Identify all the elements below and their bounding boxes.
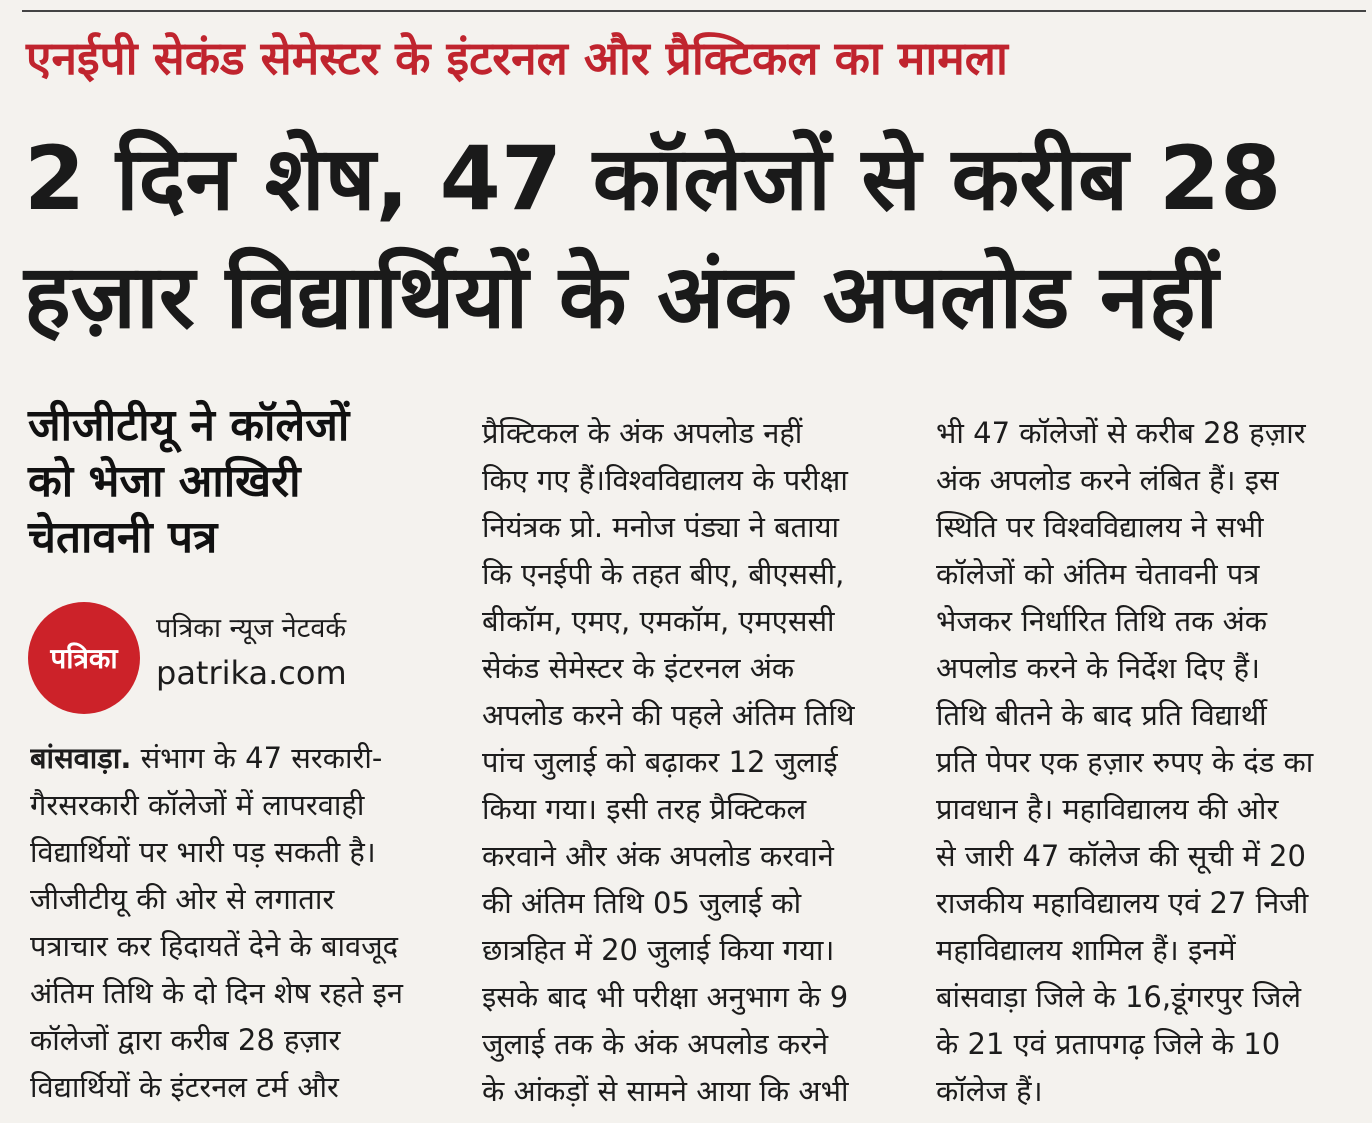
article-line: गैरसरकारी कॉलेजों में लापरवाही [30, 788, 365, 822]
article-line: पत्राचार कर हिदायतें देने के बावजूद [30, 929, 399, 963]
article-line: किया गया। इसी तरह प्रैक्टिकल [482, 792, 807, 826]
article-column-2 [482, 410, 900, 1115]
article-line: नियंत्रक प्रो. मनोज पंड्या ने बताया [482, 510, 840, 544]
subhead-line-2: को भेजा आखिरी [28, 456, 301, 507]
article-column-1 [30, 735, 448, 1111]
byline-network: पत्रिका न्यूज नेटवर्क [156, 613, 347, 644]
article-line: बांसवाड़ा. संभाग के 47 सरकारी- [30, 741, 383, 775]
article-line: विद्यार्थियों के इंटरनल टर्म और [30, 1070, 339, 1104]
article-column-3 [936, 410, 1354, 1115]
article-line: जुलाई तक के अंक अपलोड करने [482, 1027, 829, 1061]
kicker-headline: एनईपी सेकंड सेमेस्टर के इंटरनल और प्रैक्टिकल का मामला [26, 31, 1008, 85]
article-line: बांसवाड़ा जिले के 16,डूंगरपुर जिले [936, 980, 1302, 1014]
article-line: पांच जुलाई को बढ़ाकर 12 जुलाई [482, 745, 838, 779]
article-line: अंतिम तिथि के दो दिन शेष रहते इन [30, 976, 403, 1010]
article-line: विद्यार्थियों पर भारी पड़ सकती है। [30, 835, 376, 869]
article-line: अंक अपलोड करने लंबित हैं। इस [936, 463, 1279, 497]
article-line: बीकॉम, एमए, एमकॉम, एमएससी [482, 604, 835, 638]
article-line: तिथि बीतने के बाद प्रति विद्यार्थी [936, 698, 1267, 732]
article-line: की अंतिम तिथि 05 जुलाई को [482, 886, 802, 920]
subhead-line-1: जीजीटीयू ने कॉलेजों [28, 400, 350, 451]
article-line: से जारी 47 कॉलेज की सूची में 20 [936, 839, 1306, 873]
article-line: स्थिति पर विश्वविद्यालय ने सभी [936, 510, 1264, 544]
article-line: के आंकड़ों से सामने आया कि अभी [482, 1074, 849, 1108]
article-line: करवाने और अंक अपलोड करवाने [482, 839, 834, 873]
article-line: प्रति पेपर एक हज़ार रुपए के दंड का [936, 745, 1314, 779]
article-line: कॉलेजों को अंतिम चेतावनी पत्र [936, 557, 1260, 591]
headline-line-2: हज़ार विद्यार्थियों के अंक अपलोड नहीं [24, 245, 1219, 348]
article-line: भी 47 कॉलेजों से करीब 28 हज़ार [936, 416, 1306, 450]
article-line: कि एनईपी के तहत बीए, बीएससी, [482, 557, 845, 591]
article-line: इसके बाद भी परीक्षा अनुभाग के 9 [482, 980, 849, 1014]
main-headline [24, 120, 1354, 356]
article-line: छात्रहित में 20 जुलाई किया गया। [482, 933, 835, 967]
byline [28, 602, 448, 712]
article-line: राजकीय महाविद्यालय एवं 27 निजी [936, 886, 1309, 920]
article-line: सेकंड सेमेस्टर के इंटरनल अंक [482, 651, 795, 685]
headline-line-1: 2 दिन शेष, 47 कॉलेजों से करीब 28 [24, 127, 1282, 230]
top-rule [22, 10, 1366, 12]
article-line: अपलोड करने की पहले अंतिम तिथि [482, 698, 855, 732]
dateline: बांसवाड़ा. [30, 741, 132, 775]
article-line: कॉलेजों द्वारा करीब 28 हज़ार [30, 1023, 341, 1057]
article-line: के 21 एवं प्रतापगढ़ जिले के 10 [936, 1027, 1281, 1061]
article-line: कॉलेज हैं। [936, 1074, 1043, 1108]
article-line: प्रैक्टिकल के अंक अपलोड नहीं [482, 416, 803, 450]
subhead-line-3: चेतावनी पत्र [28, 512, 218, 563]
byline-site: patrika.com [156, 654, 347, 692]
article-line: किए गए हैं।विश्वविद्यालय के परीक्षा [482, 463, 848, 497]
article-line: महाविद्यालय शामिल हैं। इनमें [936, 933, 1236, 967]
subheadline [28, 398, 438, 566]
article-line: अपलोड करने के निर्देश दिए हैं। [936, 651, 1260, 685]
article-line: जीजीटीयू की ओर से लगातार [30, 882, 335, 916]
article-line: प्रावधान है। महाविद्यालय की ओर [936, 792, 1279, 826]
article-line: भेजकर निर्धारित तिथि तक अंक [936, 604, 1268, 638]
patrika-logo: पत्रिका [28, 602, 140, 714]
